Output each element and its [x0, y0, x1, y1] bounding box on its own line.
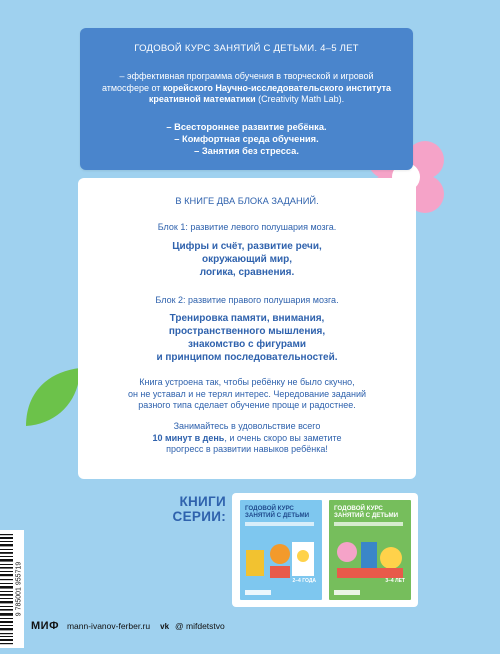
design-line: он не уставал и не терял интерес. Чередование заданий — [127, 388, 367, 399]
block2-topic: знакомство с фигурами — [187, 339, 307, 350]
book-bottom-bar — [334, 590, 360, 595]
isbn-number — [14, 532, 24, 646]
benefit-item: – Занятия без стресса. — [194, 146, 299, 156]
publisher-footer — [31, 619, 225, 633]
daily-line — [78, 433, 416, 445]
block1-label: Блок 1: развитие левого полушария мозга. — [157, 222, 337, 232]
block1-topic: окружающий мир, — [201, 254, 293, 265]
benefits-list — [80, 121, 413, 157]
benefit-item: – Комфортная среда обучения. — [174, 134, 319, 144]
block1-topic: логика, сравнения. — [199, 267, 295, 278]
daily-line: Занимайтесь в удовольствие всего — [173, 421, 321, 431]
book-age: 3–4 ЛЕТ — [385, 578, 405, 584]
series-label-line: КНИГИ — [179, 494, 226, 509]
block2-topics — [78, 312, 416, 364]
block2-topic: и принципом последовательностей. — [156, 352, 338, 363]
course-description — [98, 71, 395, 106]
book-contents-panel — [78, 178, 416, 479]
website-link[interactable]: mann-ivanov-ferber.ru — [66, 621, 151, 631]
book-bottom-bar — [245, 590, 271, 595]
book-subtitle-bar — [334, 522, 403, 526]
block1-topic: Цифры и счёт, развитие речи, — [172, 241, 322, 252]
book-title: ГОДОВОЙ КУРС ЗАНЯТИЙ С ДЕТЬМИ — [334, 505, 399, 519]
book-design-text — [78, 377, 416, 412]
daily-rest: , и очень скоро вы заметите — [224, 432, 342, 443]
blocks-heading: В КНИГЕ ДВА БЛОКА ЗАДАНИЙ. — [175, 196, 319, 206]
block2-label: Блок 2: развитие правого полушария мозга. — [155, 295, 339, 305]
top-info-panel — [80, 28, 413, 170]
series-book-cover[interactable] — [329, 500, 411, 600]
course-title: ГОДОВОЙ КУРС ЗАНЯТИЙ С ДЕТЬМИ. 4–5 ЛЕТ — [134, 43, 359, 54]
desc-prefix: – эффективная программа обучения в творческой и игровой атмосфере от — [101, 71, 374, 93]
series-books — [232, 493, 418, 607]
benefit-item: – Всестороннее развитие ребёнка. — [166, 122, 327, 132]
daily-time-highlight: 10 минут в день — [152, 432, 225, 443]
design-line: Книга устроена так, чтобы ребёнку не было скучно, — [139, 377, 355, 387]
publisher-logo: МИФ — [31, 620, 59, 632]
series-label — [164, 494, 226, 524]
block1-topics — [78, 240, 416, 279]
leaf-decoration — [24, 366, 82, 428]
series-label-line: СЕРИИ: — [172, 509, 226, 524]
daily-line: прогресс в развитии навыков ребёнка! — [166, 444, 328, 454]
book-illustration — [333, 532, 407, 584]
design-line: разного типа сделает обучение проще и радостнее. — [138, 400, 356, 410]
book-illustration — [244, 532, 318, 584]
block2-topic: Тренировка памяти, внимания, — [169, 313, 325, 324]
social-handle[interactable]: @ mifdetstvo — [175, 621, 225, 631]
book-title: ГОДОВОЙ КУРС ЗАНЯТИЙ С ДЕТЬМИ — [245, 505, 310, 519]
block2-topic: пространственного мышления, — [168, 326, 326, 337]
vk-icon: vk — [160, 621, 170, 631]
institute-name: корейского Научно-исследовательского института креативной математики — [148, 82, 392, 104]
desc-suffix: (Creativity Math Lab). — [255, 94, 345, 104]
isbn-text: 9 785001 955719 — [15, 561, 23, 617]
book-subtitle-bar — [245, 522, 314, 526]
book-age: 2–4 ГОДА — [292, 578, 316, 584]
daily-practice-text — [78, 421, 416, 456]
series-book-cover[interactable] — [240, 500, 322, 600]
